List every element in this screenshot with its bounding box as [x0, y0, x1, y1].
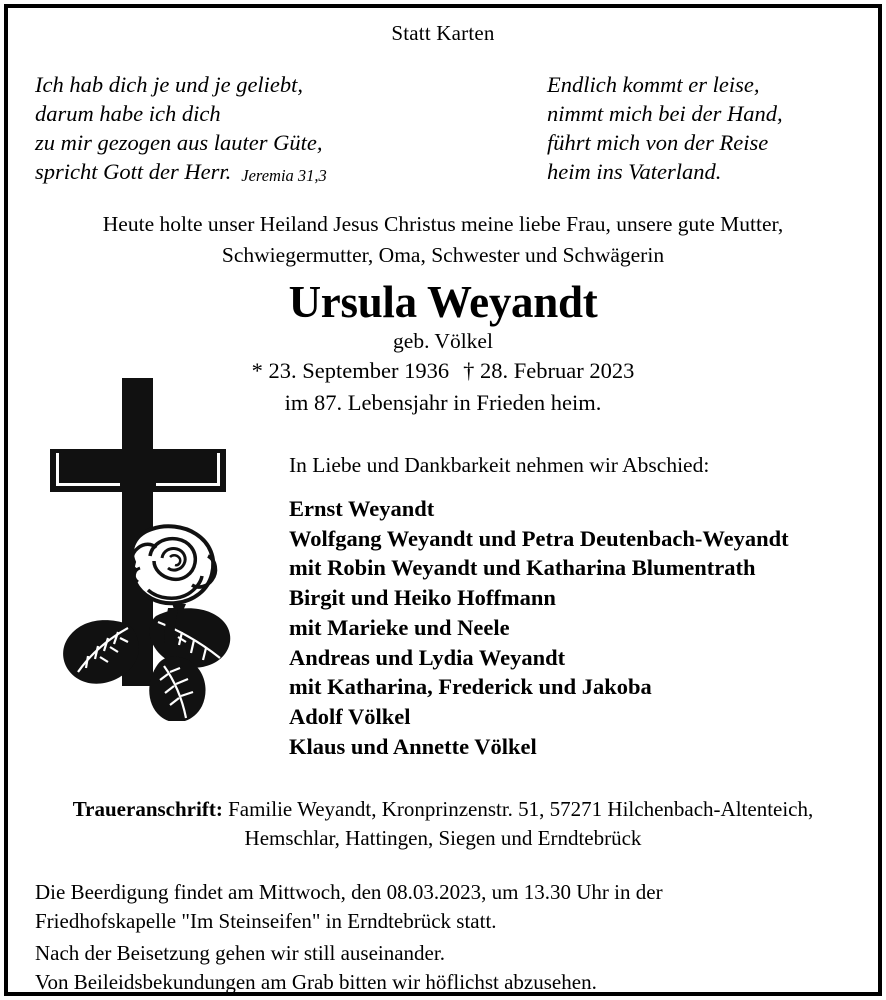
mourner-entry: Andreas und Lydia Weyandt — [289, 644, 566, 670]
mourner-entry: Klaus und Annette Völkel — [289, 733, 537, 759]
mourners-list — [289, 494, 789, 761]
born-symbol: * — [251, 358, 263, 383]
mourner-entry: mit Robin Weyandt und Katharina Blumentrath — [289, 555, 756, 581]
closing-note-line-2: Von Beileidsbekundungen am Grab bitten wir höflichst abzusehen. — [35, 970, 597, 994]
verse-left — [35, 70, 327, 190]
verse-left-line-1: Ich hab dich je und je geliebt, — [35, 72, 304, 97]
mourner-entry: Wolfgang Weyandt und Petra Deutenbach-Weyandt — [289, 525, 789, 551]
verse-left-reference: Jeremia 31,3 — [241, 166, 327, 185]
verse-right-line-3: führt mich von der Reise — [547, 130, 769, 155]
mourner-entry: Adolf Völkel — [289, 703, 411, 729]
mourner-entry: Ernst Weyandt — [289, 496, 435, 521]
mourning-address-line-1 — [30, 795, 856, 824]
age-line: im 87. Lebensjahr in Frieden heim. — [284, 390, 602, 415]
verse-left-line-3: zu mir gezogen aus lauter Güte, — [35, 130, 323, 155]
mourning-address-text: Familie Weyandt, Kronprinzenstr. 51, 57271 Hilchenbach-Altenteich, — [228, 797, 814, 821]
announcement-intro-line-1: Heute holte unser Heiland Jesus Christus meine liebe Frau, unsere gute Mutter, — [102, 212, 784, 236]
funeral-details-line-2: Friedhofskapelle "Im Steinseifen" in Erndtebrück statt. — [35, 909, 497, 933]
announcement-intro — [4, 209, 882, 271]
verse-left-line-4: spricht Gott der Herr. — [35, 159, 232, 184]
farewell-line: In Liebe und Dankbarkeit nehmen wir Abschied: — [289, 453, 710, 477]
statt-karten-heading: Statt Karten — [391, 21, 495, 45]
verse-left-line-4-row — [35, 157, 327, 190]
verse-right-line-1: Endlich kommt er leise, — [547, 72, 760, 97]
mourning-address-label: Traueranschrift: — [72, 797, 223, 821]
verse-right-line-4: heim ins Vaterland. — [547, 159, 722, 184]
verse-right-line-2: nimmt mich bei der Hand, — [547, 101, 783, 126]
verse-right — [547, 70, 783, 186]
deceased-name: Ursula Weyandt — [288, 277, 598, 327]
mourning-address — [4, 795, 882, 853]
mourning-address-line-2: Hemschlar, Hattingen, Siegen und Erndtebrück — [244, 826, 642, 850]
mourner-entry: mit Katharina, Frederick und Jakoba — [289, 674, 652, 700]
closing-note — [35, 939, 856, 997]
funeral-details — [35, 878, 856, 936]
mourner-entry: Birgit und Heiko Hoffmann — [289, 585, 556, 611]
mourner-entry: mit Marieke und Neele — [289, 614, 510, 640]
verse-left-line-2: darum habe ich dich — [35, 101, 221, 126]
born-date: 23. September 1936 — [268, 358, 450, 383]
cross-with-rose-icon — [40, 376, 270, 721]
announcement-intro-line-2: Schwiegermutter, Oma, Schwester und Schwägerin — [221, 243, 665, 267]
died-symbol: † — [463, 358, 475, 383]
closing-note-line-1: Nach der Beisetzung gehen wir still auseinander. — [35, 941, 445, 965]
maiden-name: geb. Völkel — [393, 329, 493, 353]
funeral-details-line-1: Die Beerdigung findet am Mittwoch, den 08.03.2023, um 13.30 Uhr in der — [35, 880, 663, 904]
died-date: 28. Februar 2023 — [479, 358, 635, 383]
